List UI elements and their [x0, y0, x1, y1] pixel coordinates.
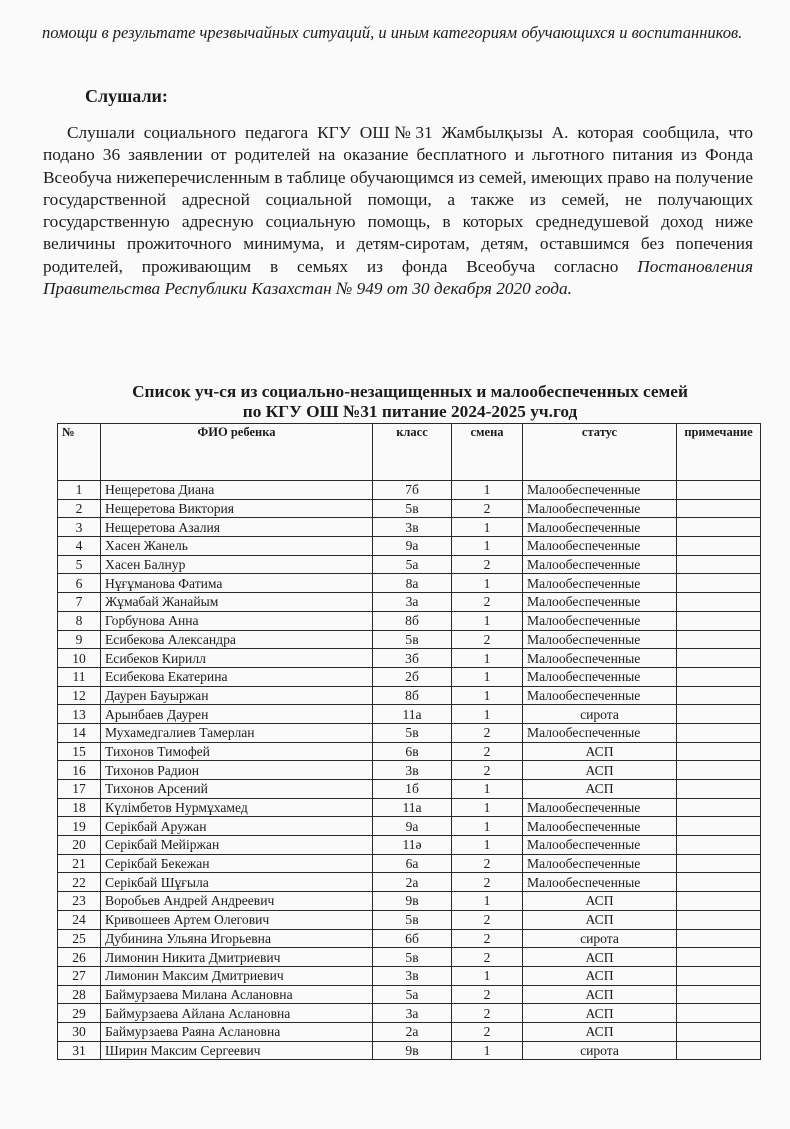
- row-number: 18: [58, 798, 101, 817]
- row-number: 8: [58, 611, 101, 630]
- student-status: Малообеспеченные: [523, 723, 677, 742]
- student-class: 6б: [373, 929, 452, 948]
- row-number: 21: [58, 854, 101, 873]
- table-title: [57, 382, 763, 422]
- student-shift: 1: [452, 836, 523, 855]
- student-class: 6а: [373, 854, 452, 873]
- student-note: [677, 574, 761, 593]
- student-name: Серікбай Бекежан: [101, 854, 373, 873]
- student-shift: 2: [452, 929, 523, 948]
- table-row: [58, 966, 761, 985]
- student-status: Малообеспеченные: [523, 667, 677, 686]
- student-shift: 1: [452, 705, 523, 724]
- student-name: Воробьев Андрей Андреевич: [101, 892, 373, 911]
- student-class: 5а: [373, 555, 452, 574]
- student-class: 8а: [373, 574, 452, 593]
- table-row: [58, 836, 761, 855]
- student-status: АСП: [523, 742, 677, 761]
- table-title-line-2: по КГУ ОШ №31 питание 2024-2025 уч.год: [242, 402, 578, 421]
- student-shift: 2: [452, 723, 523, 742]
- student-note: [677, 686, 761, 705]
- student-shift: 1: [452, 780, 523, 799]
- table-row: [58, 910, 761, 929]
- student-status: Малообеспеченные: [523, 686, 677, 705]
- student-name: Тихонов Радион: [101, 761, 373, 780]
- student-status: АСП: [523, 780, 677, 799]
- student-class: 11ә: [373, 836, 452, 855]
- student-status: Малообеспеченные: [523, 798, 677, 817]
- student-shift: 1: [452, 518, 523, 537]
- student-status: АСП: [523, 910, 677, 929]
- student-name: Дубинина Ульяна Игорьевна: [101, 929, 373, 948]
- student-status: сирота: [523, 1041, 677, 1060]
- table-row: [58, 854, 761, 873]
- student-shift: 2: [452, 1004, 523, 1023]
- heard-heading: Слушали:: [85, 86, 168, 106]
- student-status: Малообеспеченные: [523, 593, 677, 612]
- student-status: АСП: [523, 761, 677, 780]
- student-note: [677, 966, 761, 985]
- row-number: 2: [58, 499, 101, 518]
- student-status: Малообеспеченные: [523, 649, 677, 668]
- row-number: 29: [58, 1004, 101, 1023]
- student-name: Горбунова Анна: [101, 611, 373, 630]
- header-number: №: [58, 424, 101, 481]
- student-shift: 1: [452, 892, 523, 911]
- student-status: Малообеспеченные: [523, 537, 677, 556]
- student-class: 5в: [373, 630, 452, 649]
- student-class: 3а: [373, 1004, 452, 1023]
- student-name: Есибекова Екатерина: [101, 667, 373, 686]
- student-shift: 2: [452, 499, 523, 518]
- student-note: [677, 555, 761, 574]
- student-name: Баймурзаева Милана Аслановна: [101, 985, 373, 1004]
- table-row: [58, 499, 761, 518]
- row-number: 16: [58, 761, 101, 780]
- student-shift: 1: [452, 611, 523, 630]
- student-class: 2а: [373, 1022, 452, 1041]
- student-name: Лимонин Максим Дмитриевич: [101, 966, 373, 985]
- student-note: [677, 1041, 761, 1060]
- student-name: Арынбаев Даурен: [101, 705, 373, 724]
- student-shift: 2: [452, 910, 523, 929]
- table-row: [58, 742, 761, 761]
- student-status: Малообеспеченные: [523, 518, 677, 537]
- student-status: Малообеспеченные: [523, 817, 677, 836]
- row-number: 19: [58, 817, 101, 836]
- row-number: 22: [58, 873, 101, 892]
- student-class: 11а: [373, 798, 452, 817]
- student-shift: 1: [452, 798, 523, 817]
- header-class: класс: [373, 424, 452, 481]
- report-paragraph: [43, 122, 753, 300]
- student-class: 6в: [373, 742, 452, 761]
- student-shift: 2: [452, 630, 523, 649]
- table-row: [58, 929, 761, 948]
- student-name: Хасен Жанель: [101, 537, 373, 556]
- row-number: 23: [58, 892, 101, 911]
- student-name: Нұғұманова Фатима: [101, 574, 373, 593]
- row-number: 1: [58, 481, 101, 500]
- student-shift: 2: [452, 593, 523, 612]
- row-number: 4: [58, 537, 101, 556]
- student-note: [677, 537, 761, 556]
- student-name: Есибеков Кирилл: [101, 649, 373, 668]
- student-name: Кривошеев Артем Олегович: [101, 910, 373, 929]
- header-note: примечание: [677, 424, 761, 481]
- table-row: [58, 667, 761, 686]
- student-status: Малообеспеченные: [523, 574, 677, 593]
- student-name: Баймурзаева Айлана Аслановна: [101, 1004, 373, 1023]
- student-shift: 1: [452, 1041, 523, 1060]
- student-name: Хасен Балнур: [101, 555, 373, 574]
- student-note: [677, 1022, 761, 1041]
- table-row: [58, 537, 761, 556]
- row-number: 12: [58, 686, 101, 705]
- student-note: [677, 836, 761, 855]
- student-class: 3в: [373, 518, 452, 537]
- table-row: [58, 985, 761, 1004]
- row-number: 31: [58, 1041, 101, 1060]
- student-status: АСП: [523, 966, 677, 985]
- row-number: 14: [58, 723, 101, 742]
- student-note: [677, 649, 761, 668]
- student-shift: 1: [452, 667, 523, 686]
- table-row: [58, 574, 761, 593]
- row-number: 13: [58, 705, 101, 724]
- student-class: 1б: [373, 780, 452, 799]
- student-note: [677, 948, 761, 967]
- table-row: [58, 1041, 761, 1060]
- row-number: 10: [58, 649, 101, 668]
- student-name: Ширин Максим Сергеевич: [101, 1041, 373, 1060]
- row-number: 30: [58, 1022, 101, 1041]
- student-status: АСП: [523, 948, 677, 967]
- row-number: 26: [58, 948, 101, 967]
- student-note: [677, 761, 761, 780]
- student-class: 9а: [373, 537, 452, 556]
- student-class: 9а: [373, 817, 452, 836]
- row-number: 25: [58, 929, 101, 948]
- student-name: Нещеретова Диана: [101, 481, 373, 500]
- student-note: [677, 705, 761, 724]
- row-number: 15: [58, 742, 101, 761]
- row-number: 20: [58, 836, 101, 855]
- student-shift: 2: [452, 555, 523, 574]
- table-row: [58, 593, 761, 612]
- row-number: 24: [58, 910, 101, 929]
- student-name: Серікбай Мейіржан: [101, 836, 373, 855]
- row-number: 27: [58, 966, 101, 985]
- intro-text: помощи в результате чрезвычайных ситуаций, и иным категориям обучающихся и воспитанников.: [42, 23, 743, 42]
- student-class: 3а: [373, 593, 452, 612]
- table-header-row: [58, 424, 761, 481]
- student-note: [677, 1004, 761, 1023]
- student-class: 3в: [373, 966, 452, 985]
- student-status: Малообеспеченные: [523, 836, 677, 855]
- student-note: [677, 892, 761, 911]
- student-note: [677, 910, 761, 929]
- student-status: Малообеспеченные: [523, 499, 677, 518]
- student-shift: 1: [452, 966, 523, 985]
- student-name: Тихонов Тимофей: [101, 742, 373, 761]
- student-name: Баймурзаева Раяна Аслановна: [101, 1022, 373, 1041]
- table-row: [58, 649, 761, 668]
- student-status: Малообеспеченные: [523, 873, 677, 892]
- student-note: [677, 518, 761, 537]
- table-row: [58, 798, 761, 817]
- table-row: [58, 686, 761, 705]
- student-class: 9в: [373, 892, 452, 911]
- student-name: Нещеретова Виктория: [101, 499, 373, 518]
- student-name: Нещеретова Азалия: [101, 518, 373, 537]
- student-shift: 2: [452, 1022, 523, 1041]
- student-status: Малообеспеченные: [523, 611, 677, 630]
- students-table: [57, 423, 761, 1060]
- table-body: [58, 481, 761, 1060]
- student-note: [677, 780, 761, 799]
- header-shift: смена: [452, 424, 523, 481]
- table-row: [58, 705, 761, 724]
- row-number: 5: [58, 555, 101, 574]
- table-row: [58, 892, 761, 911]
- row-number: 3: [58, 518, 101, 537]
- student-name: Даурен Бауыржан: [101, 686, 373, 705]
- student-shift: 1: [452, 649, 523, 668]
- student-status: Малообеспеченные: [523, 481, 677, 500]
- student-class: 5а: [373, 985, 452, 1004]
- student-class: 2б: [373, 667, 452, 686]
- table-row: [58, 780, 761, 799]
- table-row: [58, 611, 761, 630]
- student-name: Мухамедгалиев Тамерлан: [101, 723, 373, 742]
- student-shift: 2: [452, 873, 523, 892]
- student-name: Есибекова Александра: [101, 630, 373, 649]
- table-row: [58, 761, 761, 780]
- student-class: 8б: [373, 686, 452, 705]
- student-class: 8б: [373, 611, 452, 630]
- table-row: [58, 723, 761, 742]
- student-name: Тихонов Арсений: [101, 780, 373, 799]
- student-shift: 2: [452, 761, 523, 780]
- row-number: 17: [58, 780, 101, 799]
- student-shift: 1: [452, 537, 523, 556]
- student-class: 5в: [373, 910, 452, 929]
- table-row: [58, 555, 761, 574]
- student-class: 7б: [373, 481, 452, 500]
- student-class: 3в: [373, 761, 452, 780]
- student-status: Малообеспеченные: [523, 630, 677, 649]
- table-row: [58, 817, 761, 836]
- student-note: [677, 742, 761, 761]
- student-name: Серікбай Аружан: [101, 817, 373, 836]
- student-name: Күлімбетов Нурмұхамед: [101, 798, 373, 817]
- table-row: [58, 518, 761, 537]
- student-note: [677, 798, 761, 817]
- student-note: [677, 854, 761, 873]
- row-number: 6: [58, 574, 101, 593]
- student-note: [677, 817, 761, 836]
- student-status: АСП: [523, 1022, 677, 1041]
- student-status: Малообеспеченные: [523, 555, 677, 574]
- paragraph-main: Слушали социального педагога КГУ ОШ№31 Жамбылқызы А. которая сообщила, что подано 36 заявлении от родителей на оказание бесплатного и льготного питания из Фонда Всеобуча нижеперечисленным в таблице обучающимся из семей, имеющих право на получение государственной адресной социальной помощи, а также из семей, не получающих государственную адресную социальную помощь, в которых среднедушевой доход ниже величины прожиточного минимума, и детям-сиротам, детям, оставшимся без попечения родителей, проживающим в семьях из фонда Всеобуча согласно: [43, 123, 753, 276]
- row-number: 9: [58, 630, 101, 649]
- student-note: [677, 929, 761, 948]
- student-name: Жұмабай Жанайым: [101, 593, 373, 612]
- row-number: 7: [58, 593, 101, 612]
- student-class: 3б: [373, 649, 452, 668]
- student-note: [677, 985, 761, 1004]
- paragraph-decree-reference: Постановления Правительства Республики Казахстан № 949 от 30 декабря 2020 года.: [43, 256, 753, 299]
- student-note: [677, 667, 761, 686]
- row-number: 11: [58, 667, 101, 686]
- table-row: [58, 1004, 761, 1023]
- student-class: 2а: [373, 873, 452, 892]
- student-class: 5в: [373, 723, 452, 742]
- student-class: 5в: [373, 499, 452, 518]
- student-class: 9в: [373, 1041, 452, 1060]
- table-row: [58, 873, 761, 892]
- student-shift: 1: [452, 817, 523, 836]
- table-row: [58, 481, 761, 500]
- student-name: Лимонин Никита Дмитриевич: [101, 948, 373, 967]
- student-status: сирота: [523, 705, 677, 724]
- student-shift: 1: [452, 574, 523, 593]
- student-status: сирота: [523, 929, 677, 948]
- student-status: Малообеспеченные: [523, 854, 677, 873]
- row-number: 28: [58, 985, 101, 1004]
- header-status: статус: [523, 424, 677, 481]
- student-class: 5в: [373, 948, 452, 967]
- student-shift: 2: [452, 985, 523, 1004]
- student-note: [677, 593, 761, 612]
- table-row: [58, 1022, 761, 1041]
- student-note: [677, 611, 761, 630]
- student-status: АСП: [523, 985, 677, 1004]
- student-shift: 2: [452, 854, 523, 873]
- student-name: Серікбай Шұғыла: [101, 873, 373, 892]
- table-title-line-1: Список уч-ся из социально-незащищенных и малообеспеченных семей: [132, 382, 688, 401]
- header-name: ФИО ребенка: [101, 424, 373, 481]
- student-note: [677, 499, 761, 518]
- student-class: 11а: [373, 705, 452, 724]
- student-shift: 2: [452, 742, 523, 761]
- student-status: АСП: [523, 892, 677, 911]
- table-row: [58, 948, 761, 967]
- student-shift: 1: [452, 481, 523, 500]
- student-shift: 1: [452, 686, 523, 705]
- student-note: [677, 630, 761, 649]
- table-row: [58, 630, 761, 649]
- student-note: [677, 481, 761, 500]
- student-note: [677, 873, 761, 892]
- student-note: [677, 723, 761, 742]
- student-shift: 2: [452, 948, 523, 967]
- student-status: АСП: [523, 1004, 677, 1023]
